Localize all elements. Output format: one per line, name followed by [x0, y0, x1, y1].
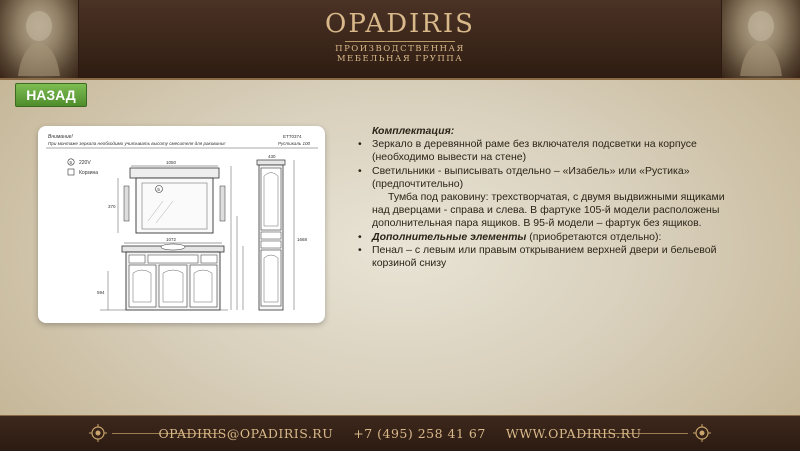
brand-subtitle-1: ПРОИЗВОДСТВЕННАЯ: [335, 44, 465, 54]
list-item-extras: [355, 231, 735, 244]
footer-email-link[interactable]: OPADIRIS@OPADIRIS.RU: [158, 426, 334, 441]
configuration-text: [355, 125, 735, 270]
footer-bar: [0, 415, 800, 451]
svg-text:5: 5: [69, 159, 73, 165]
list-item: • Светильники - выписывать отдельно – «Изабель» или «Рустика» (предпочтительно): [355, 165, 735, 191]
dim-left-mirror: 370: [108, 204, 116, 209]
legend-220v: 220V: [79, 160, 91, 166]
brand-name: OPADIRIS: [325, 9, 475, 39]
drawing-note-text: При монтаже зеркала необходимо учитывать высоту смесителя для раковины!: [48, 141, 226, 146]
brand-subtitle-2: МЕБЕЛЬНАЯ ГРУППА: [336, 54, 464, 64]
brand-divider: [345, 41, 455, 42]
brand-logo: [0, 10, 800, 64]
back-button[interactable]: НАЗАД: [15, 83, 87, 107]
footer-phone: +7 (495) 258 41 67: [353, 426, 486, 441]
dim-side: 1668: [297, 237, 308, 242]
extras-heading: Дополнительные элементы: [372, 230, 527, 243]
list-item: • Зеркало в деревянной раме без включателя подсветки на корпусе (необходимо вывести на стене): [355, 138, 735, 164]
extras-note: (приобретаются отдельно):: [526, 230, 662, 243]
technical-drawing: [38, 126, 325, 323]
drawing-code-1: ЕТТ0374: [283, 134, 302, 139]
dim-left: 594: [97, 290, 105, 295]
legend-basket: Корзина: [79, 170, 99, 176]
dim-mid: 1072: [166, 237, 177, 242]
header-bar: [0, 0, 800, 80]
product-drawing-card: [38, 126, 325, 323]
drawing-code-2: Рустикаль 100: [278, 141, 310, 146]
configuration-heading: Комплектация:: [372, 125, 455, 137]
drawing-note-title: Внимание!: [48, 134, 73, 140]
svg-text:5: 5: [157, 187, 160, 192]
list-item: Тумба под раковину: трехстворчатая, с двумя выдвижными ящиками над дверцами - справа и слева. В фартуке 105-й модели расположены дополнительная пара ящиков. В 95-й модели – фартук без ящиков.: [372, 191, 725, 230]
list-item: • Пенал – с левым или правым открыванием верхней двери и бельевой корзиной снизу: [355, 244, 735, 270]
footer-website-link[interactable]: WWW.OPADIRIS.RU: [505, 426, 642, 441]
dim-col: 430: [268, 154, 276, 159]
dim-top: 1050: [166, 160, 177, 165]
